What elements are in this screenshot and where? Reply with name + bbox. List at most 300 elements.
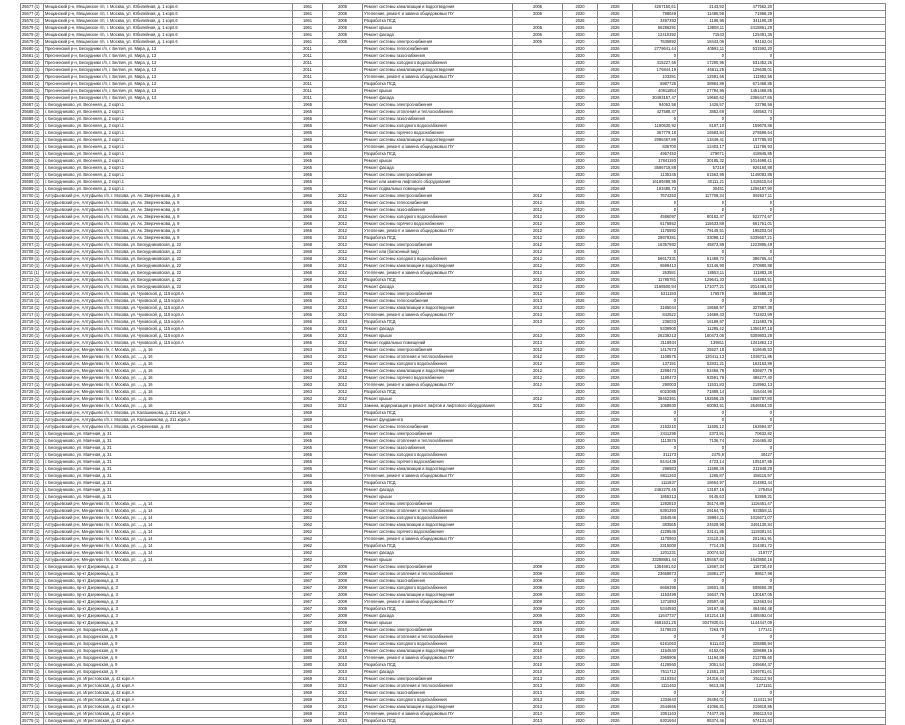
cell-total: 1451468,85 [726, 88, 774, 95]
cell-plan-start-year: 2020 [563, 466, 598, 473]
cell-plan-end-year: 2026 [598, 39, 633, 46]
cell-empty [774, 529, 886, 536]
cell-empty [774, 564, 886, 571]
cell-last-repair-year: 2012 [513, 375, 563, 382]
cell-row-id: 25756 (1) [21, 585, 44, 592]
cell-area: 7714,25 [678, 543, 726, 550]
cell-address: г. Бескудниково, пр-кт Дзержинца, д. 3 [44, 564, 293, 571]
cell-plan-start-year: 2020 [563, 669, 598, 676]
cell-year-built: 1963 [293, 347, 323, 354]
cell-total: 448563,74 [726, 109, 774, 116]
cell-area: 3051,54 [678, 662, 726, 669]
cell-empty [774, 508, 886, 515]
table-row [21, 368, 886, 375]
cell-work-type: Утепление, ремонт и замена общедомовых ПУ [363, 655, 513, 662]
cell-area: 16647,78 [678, 592, 726, 599]
cell-work-type: Ремонт крыши [363, 158, 513, 165]
table-row [21, 375, 886, 382]
cell-work-type: Ремонт системы канализации и водоотведения [363, 522, 513, 529]
cell-year-renovated: 2012 [323, 361, 363, 368]
cell-last-repair-year: 2009 [513, 578, 563, 585]
cell-plan-end-year: 2026 [598, 291, 633, 298]
cell-cost: 1371893 [633, 599, 678, 606]
cell-address: Алтуфьевский р-н, Менделево г/п, г. Москва, ул. ..., д. 16 [44, 347, 293, 354]
cell-plan-start-year: 2020 [563, 711, 598, 718]
cell-work-type: Ремонт системы газоснабжения [363, 53, 513, 60]
cell-plan-start-year: 2020 [563, 46, 598, 53]
cell-address: г. Бескудниково, ул. Маячная, д. 31 [44, 452, 293, 459]
cell-year-built: 1965 [293, 480, 323, 487]
cell-row-id: 25721 (1) [21, 340, 44, 347]
table-row [21, 536, 886, 543]
cell-work-type: Ремонт системы холодного водоснабжения [363, 515, 513, 522]
cell-plan-start-year: 2020 [563, 424, 598, 431]
cell-last-repair-year: 2012 [513, 347, 563, 354]
cell-cost: 3110354 [633, 676, 678, 683]
table-row [21, 634, 886, 641]
cell-row-id: 25743 (1) [21, 494, 44, 501]
cell-work-type: Ремонт системы электроснабжения [363, 347, 513, 354]
cell-area: 24110,26 [678, 536, 726, 543]
cell-cost: 2965906 [633, 655, 678, 662]
cell-area: 6197,10 [678, 123, 726, 130]
cell-plan-end-year: 2026 [598, 718, 633, 725]
cell-total: 214893,44 [726, 480, 774, 487]
table-row [21, 361, 886, 368]
cell-cost: 1164540 [633, 648, 678, 655]
cell-plan-end-year: 2026 [598, 361, 633, 368]
cell-total: 536977,79 [726, 368, 774, 375]
cell-row-id: 25763 (1) [21, 634, 44, 641]
cell-work-type: Ремонт системы горячего водоснабжения [363, 221, 513, 228]
cell-work-type: Ремонт или замена лифтового оборудования [363, 179, 513, 186]
cell-plan-start-year: 2020 [563, 326, 598, 333]
cell-area: 117709,34 [678, 193, 726, 200]
cell-cost: 1334643 [633, 697, 678, 704]
cell-year-built: 2011 [293, 53, 323, 60]
cell-year-built: 1965 [293, 459, 323, 466]
cell-year-renovated [323, 179, 363, 186]
cell-year-renovated [323, 186, 363, 193]
cell-plan-end-year: 2026 [598, 599, 633, 606]
cell-area: 12591,66 [678, 74, 726, 81]
cell-total: 0 [726, 200, 774, 207]
table-row [21, 235, 886, 242]
cell-plan-end-year: 2026 [598, 270, 633, 277]
cell-plan-start-year: 2020 [563, 319, 598, 326]
cell-cost: 16189498,95 [633, 179, 678, 186]
cell-row-id: 25712 (1) [21, 277, 44, 284]
cell-year-built: 1980 [293, 655, 323, 662]
cell-address: г. Бескудниково, пр-кт Дзержинца, д. 3 [44, 585, 293, 592]
cell-work-type: Утепление, ремонт и замена общедомовых ПУ [363, 312, 513, 319]
cell-plan-start-year: 2020 [563, 389, 598, 396]
cell-address: г. Бескудниково, ул. Маячная, д. 31 [44, 445, 293, 452]
cell-row-id: 25679 (2) [21, 32, 44, 39]
cell-area: 0 [678, 249, 726, 256]
cell-area: 11598,36 [678, 466, 726, 473]
cell-row-id: 25749 (1) [21, 536, 44, 543]
cell-empty [774, 312, 886, 319]
cell-work-type: Утепление, ремонт и замена общедомовых ПУ [363, 11, 513, 18]
cell-address: г. Бескудниково, ул. Весенняя, д. 2 корп.1 [44, 165, 293, 172]
cell-plan-end-year: 2026 [598, 529, 633, 536]
cell-last-repair-year: 2012 [513, 221, 563, 228]
cell-area: 18553,11 [678, 270, 726, 277]
cell-area: 33141,85 [678, 529, 726, 536]
cell-row-id: 25738 (1) [21, 459, 44, 466]
cell-year-renovated [323, 543, 363, 550]
cell-total: 326885,94 [726, 641, 774, 648]
cell-year-built: 1961 [293, 32, 323, 39]
cell-empty [774, 655, 886, 662]
cell-row-id: 25699 (1) [21, 186, 44, 193]
cell-address: г. Бескудниково, ул. Весенняя, д. 2 корп.1 [44, 137, 293, 144]
cell-address: г. Бескудниково, ул. Маячная, д. 31 [44, 480, 293, 487]
cell-cost: 296583 [633, 466, 678, 473]
cell-plan-end-year: 2026 [598, 228, 633, 235]
cell-year-built: 1969 [293, 683, 323, 690]
cell-area: 11285,42 [678, 326, 726, 333]
cell-year-built: 1965 [293, 431, 323, 438]
cell-row-id: 25767 (1) [21, 662, 44, 669]
cell-work-type: Утепление, ремонт и замена общедомовых ПУ [363, 473, 513, 480]
cell-plan-end-year: 2026 [598, 263, 633, 270]
cell-area: 18601,45 [678, 585, 726, 592]
cell-plan-start-year: 2026 [563, 634, 598, 641]
cell-total: 1271151 [726, 683, 774, 690]
cell-empty [774, 704, 886, 711]
cell-total: 114411,94 [726, 697, 774, 704]
cell-work-type: Ремонт крыши [363, 494, 513, 501]
cell-year-renovated [323, 487, 363, 494]
cell-year-renovated [323, 494, 363, 501]
table-row [21, 655, 886, 662]
cell-plan-start-year: 2020 [563, 536, 598, 543]
cell-plan-start-year: 2020 [563, 529, 598, 536]
cell-year-renovated: 2012 [323, 242, 363, 249]
cell-year-renovated [323, 445, 363, 452]
cell-cost: 2315000 [633, 543, 678, 550]
cell-year-built: 1968 [293, 270, 323, 277]
cell-year-built: 1966 [293, 291, 323, 298]
cell-total: 1341863,13 [726, 340, 774, 347]
cell-plan-end-year: 2026 [598, 396, 633, 403]
cell-empty [774, 60, 886, 67]
cell-work-type: Ремонт системы канализации и водоотведения [363, 466, 513, 473]
cell-year-renovated: 2010 [323, 641, 363, 648]
cell-total: 1408492,04 [726, 613, 774, 620]
table-row [21, 284, 886, 291]
cell-plan-start-year: 2020 [563, 627, 598, 634]
cell-row-id: 25772 (1) [21, 697, 44, 704]
cell-area: 13197,16 [678, 487, 726, 494]
cell-cost: 236033 [633, 319, 678, 326]
table-row [21, 704, 886, 711]
cell-row-id: 25773 (1) [21, 704, 44, 711]
cell-year-renovated: 2012 [323, 228, 363, 235]
cell-cost: 0 [633, 690, 678, 697]
cell-cost: 2544666 [633, 704, 678, 711]
cell-total: 70632,82 [726, 431, 774, 438]
cell-year-renovated: 2009 [323, 564, 363, 571]
cell-work-type: Ремонт системы газоснабжения [363, 445, 513, 452]
cell-row-id: 25753 (1) [21, 564, 44, 571]
cell-empty [774, 711, 886, 718]
cell-year-renovated [323, 95, 363, 102]
cell-last-repair-year [513, 543, 563, 550]
cell-plan-start-year: 2020 [563, 613, 598, 620]
cell-year-renovated: 2005 [323, 4, 363, 11]
cell-work-type: Ремонт системы отопления и теплоснабжения [363, 634, 513, 641]
cell-cost: 3178623 [633, 627, 678, 634]
cell-plan-end-year: 2026 [598, 74, 633, 81]
cell-plan-start-year: 2020 [563, 354, 598, 361]
cell-address: Алтуфьевский р-н, Менделево г/п, г. Москва, ул. ..., д. 14 [44, 508, 293, 515]
cell-row-id: 25727 (1) [21, 382, 44, 389]
cell-cost: 1068930 [633, 403, 678, 410]
table-row [21, 39, 886, 46]
cell-cost: 1153498 [633, 592, 678, 599]
cell-last-repair-year [513, 116, 563, 123]
cell-year-built: 1965 [293, 130, 323, 137]
cell-work-type: Ремонт системы горячего водоснабжения [363, 459, 513, 466]
cell-cost: 29878381 [633, 235, 678, 242]
cell-address: Мещанский р-н, Мещанское г/п, г. Москва, ул. Юбилейная, д. 1 корп.6 [44, 39, 293, 46]
cell-row-id: 25728 (1) [21, 389, 44, 396]
cell-last-repair-year: 2012 [513, 256, 563, 263]
cell-year-built: 1966 [293, 305, 323, 312]
cell-year-built: 1965 [293, 116, 323, 123]
cell-area: 40111,21 [678, 179, 726, 186]
cell-empty [774, 242, 886, 249]
cell-work-type: Ремонт крыши [363, 88, 513, 95]
cell-row-id: 25688 (1) [21, 109, 44, 116]
cell-total: 1119381,51 [726, 529, 774, 536]
cell-plan-start-year: 2020 [563, 291, 598, 298]
cell-row-id: 25758 (1) [21, 599, 44, 606]
cell-last-repair-year: 2013 [513, 305, 563, 312]
cell-year-renovated [323, 557, 363, 564]
cell-empty [774, 172, 886, 179]
cell-plan-end-year: 2026 [598, 95, 633, 102]
cell-work-type: Ремонт фасада [363, 487, 513, 494]
cell-last-repair-year: 2012 [513, 291, 563, 298]
table-row [21, 172, 886, 179]
cell-plan-end-year: 2026 [598, 46, 633, 53]
cell-cost: 1111837 [633, 480, 678, 487]
cell-work-type: Ремонт системы электроснабжения [363, 676, 513, 683]
cell-plan-start-year: 2020 [563, 655, 598, 662]
table-row [21, 452, 886, 459]
cell-last-repair-year [513, 515, 563, 522]
cell-work-type: Утепление, ремонт и замена общедомовых ПУ [363, 144, 513, 151]
cell-address: Алтуфьевский р-н, Алтуфьево г/п, г. Москва, ул. Ак. Зверзченкова, д. 9 [44, 228, 293, 235]
cell-row-id: 25755 (1) [21, 578, 44, 585]
cell-last-repair-year [513, 417, 563, 424]
cell-row-id: 25677 (1) [21, 4, 44, 11]
cell-area: 33098,12 [678, 235, 726, 242]
cell-year-renovated: 2012 [323, 396, 363, 403]
cell-plan-end-year: 2026 [598, 592, 633, 599]
cell-row-id: 25711 (1) [21, 270, 44, 277]
cell-area: 0 [678, 116, 726, 123]
cell-year-renovated [323, 508, 363, 515]
table-row [21, 88, 886, 95]
cell-work-type: Разработка ПСД [363, 662, 513, 669]
cell-work-type: Разработка ПСД [363, 81, 513, 88]
cell-plan-start-year: 2020 [563, 74, 598, 81]
cell-work-type: Ремонт системы газоснабжения [363, 578, 513, 585]
cell-area: 45873,89 [678, 242, 726, 249]
cell-row-id: 25716 (1) [21, 305, 44, 312]
cell-area: 52456,78 [678, 368, 726, 375]
cell-area: 93591,78 [678, 375, 726, 382]
cell-address: г. Бескудниково, ул. Бородинская, д. 9 [44, 627, 293, 634]
cell-address: г. Бескудниково, ул. Весенняя, д. 2 корп.1 [44, 130, 293, 137]
table-row [21, 417, 886, 424]
cell-cost: 367779,18 [633, 130, 678, 137]
cell-year-renovated [323, 144, 363, 151]
table-row [21, 662, 886, 669]
cell-plan-end-year: 2026 [598, 102, 633, 109]
cell-address: Пресненский р-н, Бескудники г/п, г. Белгия, ул. Мира, д. 13 [44, 53, 293, 60]
cell-plan-start-year: 2020 [563, 263, 598, 270]
cell-year-renovated [323, 459, 363, 466]
cell-cost: 3288473 [633, 368, 678, 375]
cell-total: 674131,63 [726, 718, 774, 725]
cell-address: Алтуфьевский р-н, Алтуфьево г/п, г. Москва, ул. Калашникова, д. 211 корп.А [44, 410, 293, 417]
cell-address: Пресненский р-н, Бескудники г/п, г. Белгия, ул. Мира, д. 13 [44, 81, 293, 88]
cell-row-id: 25703 (1) [21, 214, 44, 221]
cell-empty [774, 319, 886, 326]
cell-last-repair-year: 2012 [513, 263, 563, 270]
cell-year-renovated [323, 410, 363, 417]
cell-empty [774, 480, 886, 487]
cell-plan-start-year: 2020 [563, 137, 598, 144]
cell-total: 592627,11 [726, 193, 774, 200]
cell-year-renovated [323, 46, 363, 53]
table-row [21, 487, 886, 494]
cell-address: Пресненский р-н, Бескудники г/п, г. Белгия, ул. Мира, д. 13 [44, 74, 293, 81]
cell-plan-end-year: 2026 [598, 704, 633, 711]
cell-cost: 1865213 [633, 494, 678, 501]
cell-year-built: 1980 [293, 648, 323, 655]
cell-plan-start-year: 2020 [563, 676, 598, 683]
cell-year-renovated: 2010 [323, 627, 363, 634]
cell-total: 923558,11 [726, 508, 774, 515]
cell-plan-start-year: 2020 [563, 95, 598, 102]
cell-year-renovated: 2013 [323, 298, 363, 305]
cell-year-built: 1965 [293, 466, 323, 473]
cell-plan-end-year: 2026 [598, 172, 633, 179]
cell-total: 2356447,86 [726, 95, 774, 102]
cell-last-repair-year: 2013 [513, 340, 563, 347]
cell-address: г. Бескудниково, ул. Маячная, д. 31 [44, 473, 293, 480]
cell-work-type: Ремонт системы отопления и теплоснабжения [363, 354, 513, 361]
cell-year-renovated [323, 60, 363, 67]
cell-empty [774, 95, 886, 102]
cell-year-renovated [323, 473, 363, 480]
table-row [21, 620, 886, 627]
cell-last-repair-year: 2005 [513, 4, 563, 11]
cell-cost: 2411295 [633, 431, 678, 438]
cell-address: Алтуфьевский р-н, Менделево г/п, г. Москва, ул. ..., д. 14 [44, 515, 293, 522]
cell-work-type: Ремонт или (балконный вид) [363, 249, 513, 256]
cell-empty [774, 81, 886, 88]
cell-area: 2373,91 [678, 431, 726, 438]
cell-last-repair-year [513, 536, 563, 543]
cell-plan-end-year: 2026 [598, 375, 633, 382]
cell-total: 177141 [726, 627, 774, 634]
cell-empty [774, 67, 886, 74]
table-row [21, 179, 886, 186]
cell-plan-end-year: 2026 [598, 655, 633, 662]
cell-year-built: 1963 [293, 382, 323, 389]
cell-area: 24629,98 [678, 522, 726, 529]
cell-plan-start-year: 2020 [563, 683, 598, 690]
cell-area: 36174,89 [678, 501, 726, 508]
cell-row-id: 25735 (1) [21, 438, 44, 445]
cell-year-renovated [323, 165, 363, 172]
cell-row-id: 25681 (1) [21, 53, 44, 60]
cell-area: 9145,63 [678, 494, 726, 501]
cell-plan-start-year: 2020 [563, 256, 598, 263]
cell-plan-start-year: 2020 [563, 4, 598, 11]
cell-cost: 1113575 [633, 438, 678, 445]
cell-plan-end-year: 2026 [598, 522, 633, 529]
cell-year-built: 1969 [293, 697, 323, 704]
cell-address: Алтуфьевский р-н, Алтуфьево г/п, г. Москва, ул. Сиреневая, д. 49 [44, 424, 293, 431]
cell-address: г. Бескудниково, ул. Маячная, д. 31 [44, 431, 293, 438]
cell-last-repair-year: 2009 [513, 592, 563, 599]
cell-address: Алтуфьевский р-н, Алтуфьево г/п, г. Москва, ул. Чуковской, д. 115 корп.А [44, 298, 293, 305]
table-row [21, 648, 886, 655]
cell-address: г. Бескудниково, пр-кт Дзержинца, д. 3 [44, 613, 293, 620]
cell-empty [774, 438, 886, 445]
cell-last-repair-year: 2013 [513, 312, 563, 319]
table-row [21, 333, 886, 340]
cell-area: 0 [678, 634, 726, 641]
cell-last-repair-year [513, 326, 563, 333]
cell-empty [774, 676, 886, 683]
cell-empty [774, 326, 886, 333]
cell-plan-start-year: 2020 [563, 368, 598, 375]
cell-plan-end-year: 2026 [598, 480, 633, 487]
cell-total: 0 [726, 634, 774, 641]
cell-total: 1016671,07 [726, 515, 774, 522]
cell-cost: 0 [633, 53, 678, 60]
cell-address: г. Бескудниково, пр-кт Дзержинца, д. 3 [44, 571, 293, 578]
cell-address: г. Бескудниково, ул. Игрестовская, д. 42 корп.А [44, 676, 293, 683]
cell-last-repair-year: 2012 [513, 235, 563, 242]
cell-address: г. Бескудниково, ул. Весенняя, д. 2 корп.1 [44, 109, 293, 116]
table-row [21, 389, 886, 396]
cell-empty [774, 585, 886, 592]
cell-empty [774, 536, 886, 543]
cell-year-built: 1965 [293, 445, 323, 452]
cell-area: 26494,01 [678, 697, 726, 704]
cell-plan-end-year: 2026 [598, 109, 633, 116]
cell-empty [774, 592, 886, 599]
cell-row-id: 25757 (1) [21, 592, 44, 599]
cell-empty [774, 130, 886, 137]
cell-area: 160473,05 [678, 333, 726, 340]
cell-address: г. Бескудниково, ул. Маячная, д. 31 [44, 438, 293, 445]
cell-cost: 5344593 [633, 606, 678, 613]
cell-cost: 17841193 [633, 158, 678, 165]
cell-year-built: 1980 [293, 641, 323, 648]
